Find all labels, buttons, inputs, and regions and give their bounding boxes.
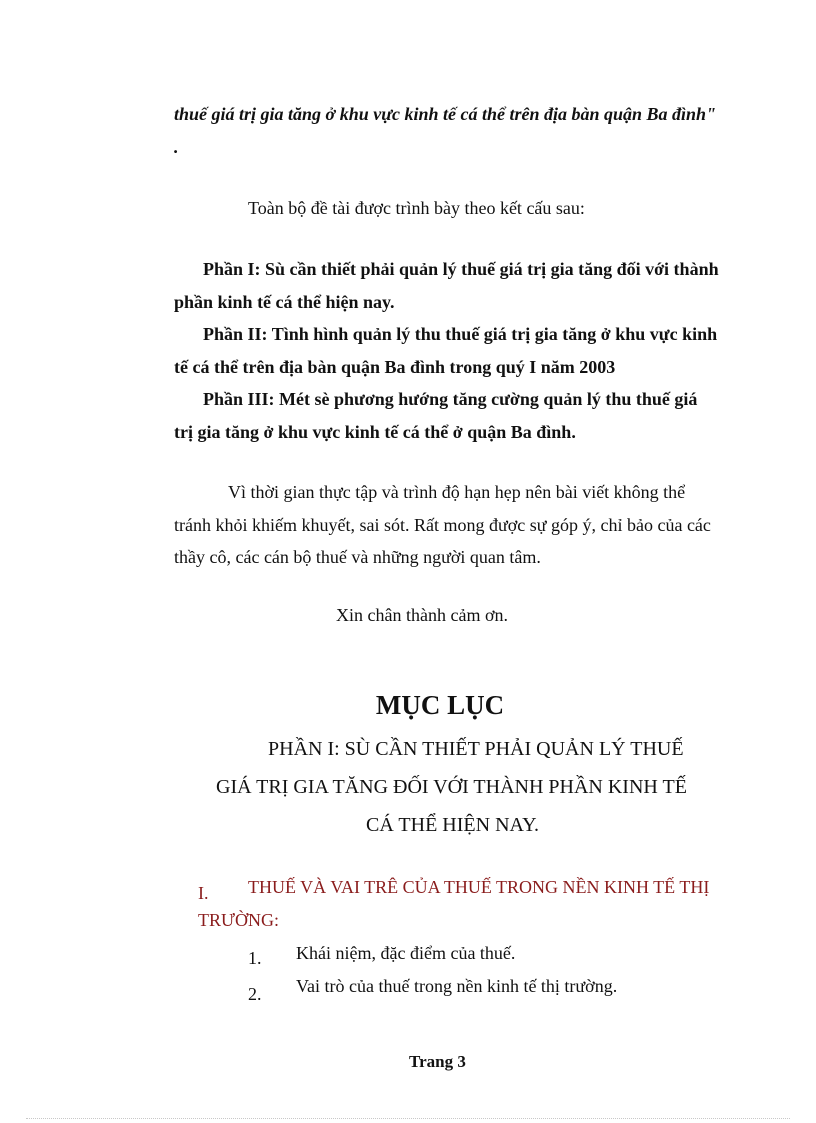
toc-section-number: I. [198, 883, 209, 903]
toc-section-title-line-2: TRƯỜNG: [198, 910, 279, 930]
part-1-line-2: phần kinh tế cá thể hiện nay. [174, 291, 395, 312]
toc-title: MỤC LỤC [375, 690, 505, 720]
toc-item-2-number: 2. [248, 984, 262, 1004]
parts-list [174, 253, 720, 448]
part-2-line-1: Phần II: Tình hình quản lý thu thuế giá trị gia tăng ở khu vực kinh [203, 324, 718, 344]
toc-item-2-label: Vai trò của thuế trong nền kinh tế thị trường. [296, 976, 618, 996]
part-3-line-2: trị gia tăng ở khu vực kinh tế cá thể ở quận Ba đình. [174, 421, 576, 442]
part-2-line-2: tế cá thể trên địa bàn quận Ba đình trong quý I năm 2003 [174, 356, 616, 377]
intro-title-line-1: thuế giá trị gia tăng ở khu vực kinh tế cá thể trên địa bàn quận Ba đình" [174, 104, 717, 124]
toc-section-title-line-1: THUẾ VÀ VAI TRÊ CỦA THUẾ TRONG NỀN KINH TẾ THỊ [248, 877, 710, 897]
part-1-line-1: Phần I: Sù cần thiết phải quản lý thuế giá trị gia tăng đối với thành [203, 259, 719, 279]
toc-part-heading-line-2: GIÁ TRỊ GIA TĂNG ĐỐI VỚI THÀNH PHẦN KINH TẾ [216, 776, 687, 798]
closing-line-2: tránh khỏi khiếm khuyết, sai sót. Rất mong được sự góp ý, chỉ bảo của các [174, 514, 711, 535]
toc-item-1-number: 1. [248, 948, 262, 968]
page-bottom-divider [26, 1118, 790, 1119]
closing-line-1: Vì thời gian thực tập và trình độ hạn hẹp nên bài viết không thể [228, 482, 686, 502]
toc-part-heading-line-3: CÁ THỂ HIỆN NAY. [366, 814, 539, 836]
part-3-line-1: Phần III: Mét sè phương hướng tăng cường quản lý thu thuế giá [203, 389, 698, 409]
page-number: Trang 3 [409, 1052, 466, 1071]
closing-paragraph [174, 476, 720, 574]
closing-line-3: thầy cô, các cán bộ thuế và những người quan tâm. [174, 547, 541, 567]
thanks-line: Xin chân thành cảm ơn. [336, 605, 508, 625]
intro-title-line-2: . [174, 137, 179, 157]
toc-part-heading-line-1: PHẦN I: SÙ CẦN THIẾT PHẢI QUẢN LÝ THUẾ [268, 738, 684, 760]
toc-item-1-label: Khái niệm, đặc điểm của thuế. [296, 943, 516, 963]
structure-intro: Toàn bộ đề tài được trình bày theo kết cấu sau: [248, 198, 585, 218]
